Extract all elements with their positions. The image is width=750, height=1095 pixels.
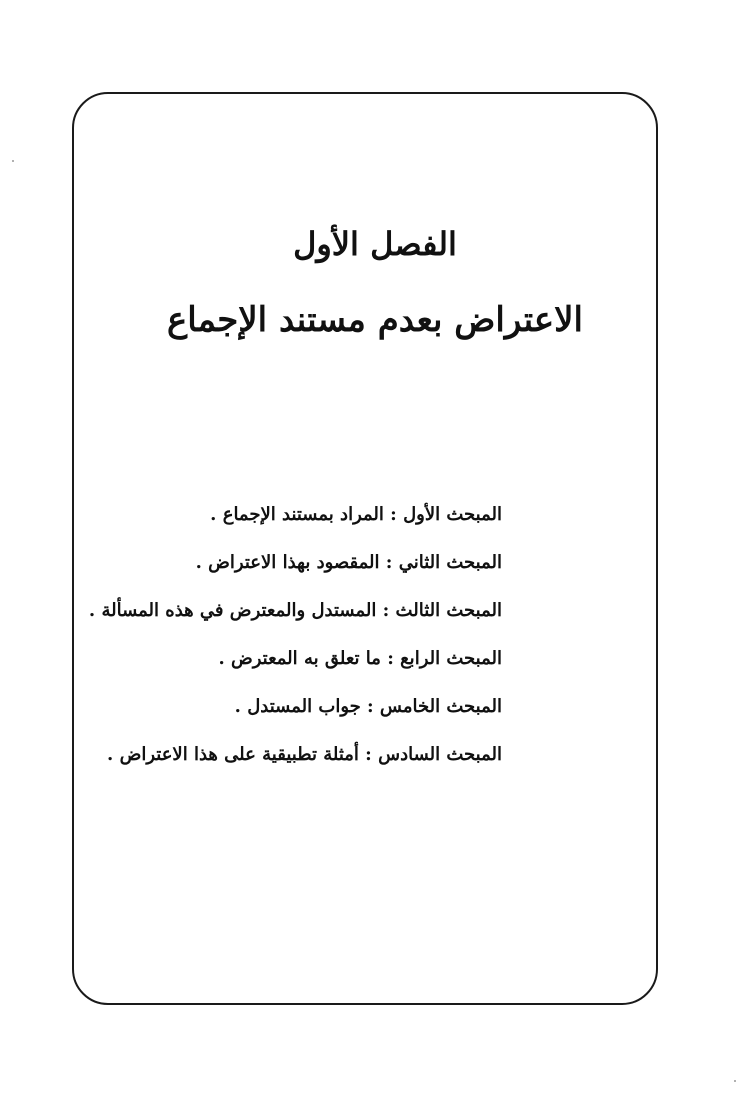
- section-item-5: المبحث الخامس : جواب المستدل .: [234, 696, 502, 717]
- scan-speck: [734, 1080, 736, 1082]
- chapter-label: الفصل الأول: [293, 225, 457, 263]
- section-item-3: المبحث الثالث : المستدل والمعترض في هذه المسألة .: [88, 600, 502, 621]
- section-item-2: المبحث الثاني : المقصود بهذا الاعتراض .: [195, 552, 502, 573]
- section-item-6: المبحث السادس : أمثلة تطبيقية على هذا الاعتراض .: [107, 744, 502, 765]
- section-item-4: المبحث الرابع : ما تعلق به المعترض .: [218, 648, 502, 669]
- section-item-1: المبحث الأول : المراد بمستند الإجماع .: [210, 504, 502, 525]
- scan-speck: [12, 160, 14, 162]
- sections-list: [88, 500, 502, 788]
- chapter-title: الاعتراض بعدم مستند الإجماع: [166, 300, 584, 340]
